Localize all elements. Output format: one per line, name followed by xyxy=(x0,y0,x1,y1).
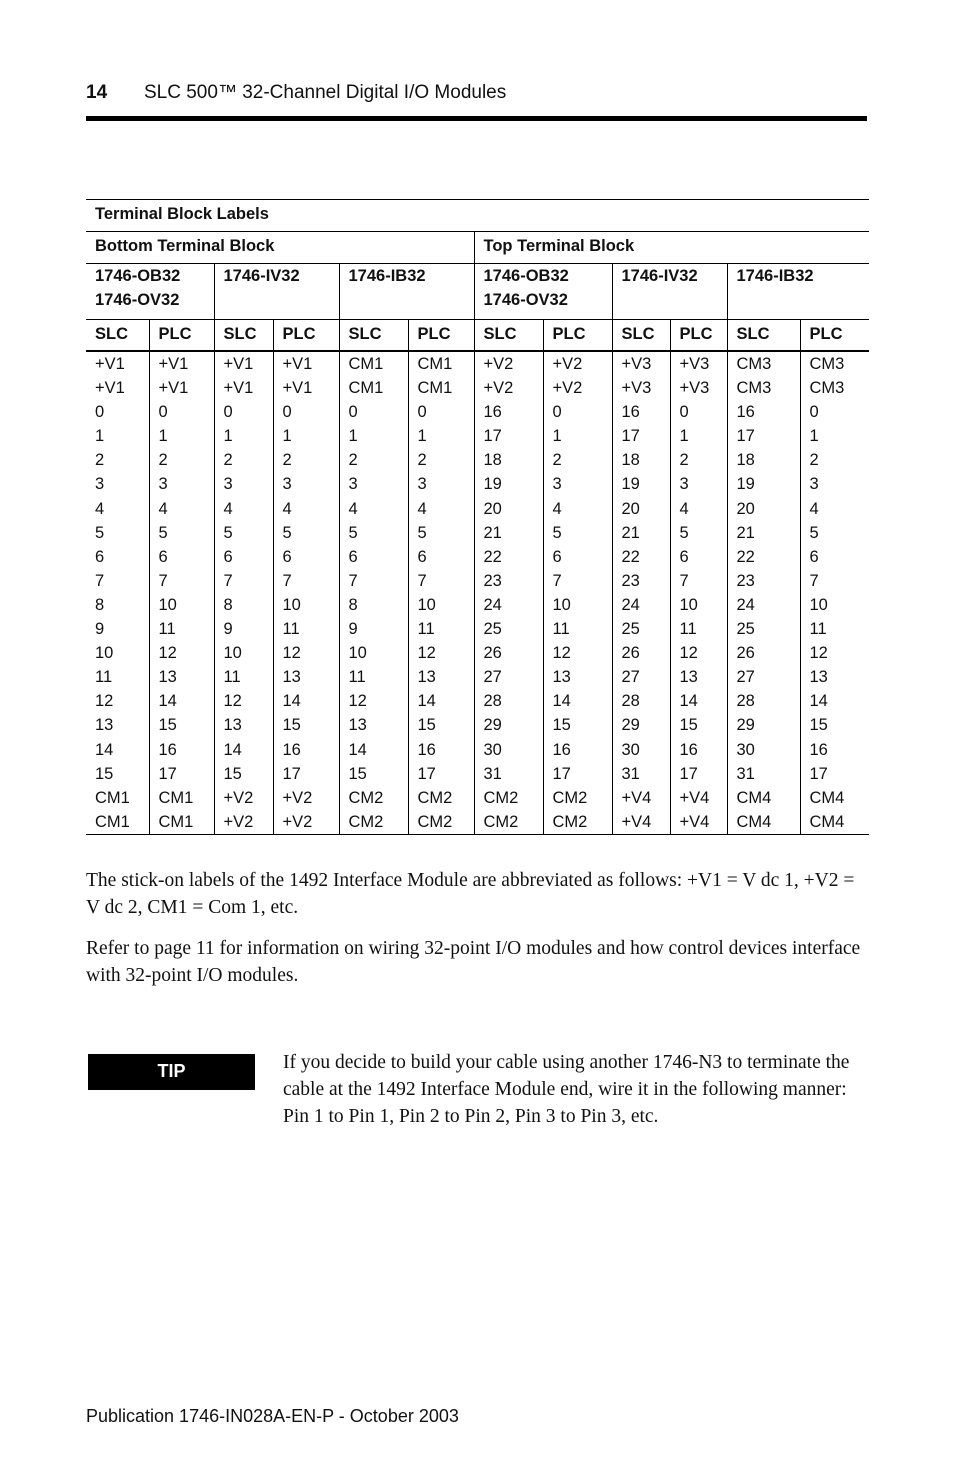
terminal-cell: 7 xyxy=(417,571,427,590)
terminal-column xyxy=(149,351,214,834)
terminal-cell: 2 xyxy=(679,451,689,470)
module-header xyxy=(86,264,214,320)
terminal-cell: 10 xyxy=(223,644,242,663)
terminal-cell: 27 xyxy=(621,668,640,687)
terminal-cell: 25 xyxy=(621,620,640,639)
terminal-cell: 30 xyxy=(483,740,502,759)
terminal-cell: 15 xyxy=(223,764,242,783)
terminal-cell: 18 xyxy=(736,451,755,470)
terminal-cell: 16 xyxy=(158,740,177,759)
terminal-cell: +V3 xyxy=(621,355,652,373)
terminal-cell: +V2 xyxy=(282,812,313,831)
terminal-cell: CM2 xyxy=(552,788,588,807)
terminal-cell: 29 xyxy=(483,716,502,735)
module-name: 1746-OB32 xyxy=(483,267,569,285)
header-rule xyxy=(86,116,867,121)
terminal-cell: 1 xyxy=(417,427,427,446)
terminal-cell: 0 xyxy=(95,403,105,422)
terminal-cell: 4 xyxy=(158,499,168,518)
terminal-cell: 19 xyxy=(736,475,755,494)
terminal-cell: 13 xyxy=(158,668,177,687)
terminal-cell: 16 xyxy=(483,403,502,422)
terminal-cell: 5 xyxy=(282,523,292,542)
terminal-cell: 15 xyxy=(809,716,828,735)
terminal-cell: CM2 xyxy=(483,812,519,831)
terminal-column xyxy=(800,351,869,834)
terminal-cell: +V2 xyxy=(483,355,514,373)
terminal-cell: 18 xyxy=(621,451,640,470)
terminal-cell: 16 xyxy=(417,740,436,759)
terminal-cell: +V1 xyxy=(158,355,189,373)
terminal-cell: 25 xyxy=(483,620,502,639)
terminal-cell: 11 xyxy=(282,620,300,639)
terminal-cell: 14 xyxy=(95,740,114,759)
terminal-cell: 10 xyxy=(158,595,177,614)
terminal-cell: 6 xyxy=(809,547,819,566)
terminal-cell: 31 xyxy=(621,764,640,783)
terminal-cell: 7 xyxy=(679,571,689,590)
terminal-cell: 14 xyxy=(552,692,571,711)
terminal-cell: 4 xyxy=(223,499,233,518)
terminal-cell: CM2 xyxy=(552,812,588,831)
terminal-cell: 15 xyxy=(158,716,177,735)
terminal-cell: CM1 xyxy=(348,355,384,373)
terminal-cell: 1 xyxy=(95,427,105,446)
terminal-cell: 11 xyxy=(348,668,366,687)
terminal-cell: 24 xyxy=(736,595,755,614)
terminal-cell: 13 xyxy=(809,668,828,687)
terminal-cell: 3 xyxy=(348,475,358,494)
terminal-cell: 16 xyxy=(809,740,828,759)
module-header xyxy=(339,264,474,320)
terminal-column xyxy=(727,351,800,834)
terminal-cell: 0 xyxy=(809,403,819,422)
terminal-cell: 10 xyxy=(282,595,301,614)
terminal-cell: 1 xyxy=(809,427,819,446)
terminal-cell: 6 xyxy=(95,547,105,566)
terminal-cell: 15 xyxy=(679,716,698,735)
module-name: 1746-IV32 xyxy=(223,267,300,285)
terminal-cell: 18 xyxy=(483,451,502,470)
terminal-cell: +V1 xyxy=(158,379,189,398)
module-name: 1746-IV32 xyxy=(621,267,698,285)
terminal-cell: CM4 xyxy=(809,788,845,807)
terminal-cell: 22 xyxy=(483,547,502,566)
terminal-cell: 7 xyxy=(223,571,233,590)
terminal-cell: CM3 xyxy=(809,379,845,398)
terminal-cell: +V2 xyxy=(223,812,254,831)
terminal-cell: 11 xyxy=(679,620,697,639)
terminal-cell: 11 xyxy=(417,620,435,639)
refer-paragraph: Refer to page 11 for information on wiring 32-point I/O modules and how control devices interface with 32-point I/O modules. xyxy=(86,938,861,986)
terminal-cell: CM3 xyxy=(736,355,772,373)
terminal-cell: 7 xyxy=(158,571,168,590)
terminal-cell: 13 xyxy=(282,668,301,687)
terminal-cell: 4 xyxy=(809,499,819,518)
terminal-cell: +V3 xyxy=(679,379,710,398)
terminal-cell: 8 xyxy=(348,595,358,614)
slc-header: SLC xyxy=(727,320,800,352)
terminal-cell: CM3 xyxy=(736,379,772,398)
terminal-cell: 21 xyxy=(621,523,640,542)
terminal-cell: 6 xyxy=(348,547,358,566)
terminal-cell: 26 xyxy=(736,644,755,663)
module-name: 1746-IB32 xyxy=(736,267,814,285)
terminal-cell: 13 xyxy=(679,668,698,687)
terminal-cell: 7 xyxy=(348,571,358,590)
terminal-cell: CM1 xyxy=(95,812,130,831)
terminal-column xyxy=(474,351,543,834)
terminal-cell: 1 xyxy=(158,427,168,446)
terminal-cell: 22 xyxy=(736,547,755,566)
terminal-cell: 1 xyxy=(552,427,562,446)
terminal-cell: 9 xyxy=(348,620,358,639)
terminal-cell: 5 xyxy=(679,523,689,542)
terminal-cell: 4 xyxy=(417,499,427,518)
terminal-cell: 15 xyxy=(282,716,301,735)
terminal-cell: +V1 xyxy=(95,379,125,398)
terminal-cell: 11 xyxy=(158,620,176,639)
terminal-cell: 1 xyxy=(348,427,358,446)
terminal-cell: +V1 xyxy=(223,355,254,373)
terminal-cell: 13 xyxy=(552,668,571,687)
terminal-cell: 30 xyxy=(736,740,755,759)
terminal-cell: CM2 xyxy=(483,788,519,807)
terminal-cell: 2 xyxy=(282,451,292,470)
terminal-cell: 4 xyxy=(282,499,292,518)
terminal-cell: 20 xyxy=(483,499,502,518)
terminal-cell: 28 xyxy=(621,692,640,711)
terminal-cell: 9 xyxy=(223,620,233,639)
terminal-cell: 17 xyxy=(809,764,828,783)
terminal-cell: 3 xyxy=(95,475,105,494)
terminal-cell: 23 xyxy=(483,571,502,590)
slc-header: SLC xyxy=(474,320,543,352)
terminal-cell: 10 xyxy=(348,644,367,663)
terminal-cell: +V4 xyxy=(621,788,652,807)
tip-label: TIP xyxy=(88,1054,255,1090)
running-header-title: SLC 500™ 32-Channel Digital I/O Modules xyxy=(144,82,507,103)
terminal-cell: 12 xyxy=(95,692,114,711)
terminal-cell: 15 xyxy=(348,764,367,783)
terminal-cell: 15 xyxy=(552,716,571,735)
terminal-cell: CM2 xyxy=(348,812,384,831)
terminal-cell: +V3 xyxy=(679,355,710,373)
plc-header: PLC xyxy=(408,320,474,352)
terminal-cell: 5 xyxy=(95,523,105,542)
terminal-cell: 14 xyxy=(223,740,242,759)
terminal-cell: 5 xyxy=(223,523,233,542)
terminal-cell: CM1 xyxy=(417,355,453,373)
terminal-cell: 2 xyxy=(348,451,358,470)
terminal-cell: 7 xyxy=(552,571,562,590)
bottom-terminal-block-header: Bottom Terminal Block xyxy=(86,232,474,264)
terminal-cell: 25 xyxy=(736,620,755,639)
terminal-cell: 2 xyxy=(552,451,562,470)
terminal-cell: 5 xyxy=(809,523,819,542)
terminal-cell: +V1 xyxy=(282,379,313,398)
terminal-cell: 17 xyxy=(679,764,698,783)
plc-header: PLC xyxy=(543,320,612,352)
terminal-cell: 30 xyxy=(621,740,640,759)
terminal-cell: 23 xyxy=(621,571,640,590)
terminal-cell: 8 xyxy=(223,595,233,614)
terminal-cell: 3 xyxy=(417,475,427,494)
terminal-cell: 0 xyxy=(223,403,233,422)
terminal-cell: 17 xyxy=(282,764,301,783)
terminal-cell: CM1 xyxy=(348,379,384,398)
terminal-cell: 17 xyxy=(552,764,571,783)
terminal-cell: 3 xyxy=(679,475,689,494)
terminal-cell: 5 xyxy=(348,523,358,542)
terminal-cell: 2 xyxy=(417,451,427,470)
terminal-cell: 21 xyxy=(483,523,502,542)
terminal-cell: 6 xyxy=(552,547,562,566)
terminal-cell: 0 xyxy=(282,403,292,422)
terminal-cell: 6 xyxy=(158,547,168,566)
module-name: 1746-IB32 xyxy=(348,267,426,285)
terminal-cell: 13 xyxy=(348,716,367,735)
module-header xyxy=(727,264,869,320)
terminal-cell: 0 xyxy=(158,403,168,422)
terminal-cell: +V2 xyxy=(552,379,583,398)
terminal-cell: 5 xyxy=(417,523,427,542)
terminal-cell: 6 xyxy=(223,547,233,566)
terminal-cell: 10 xyxy=(552,595,571,614)
terminal-cell: 1 xyxy=(282,427,292,446)
terminal-cell: 13 xyxy=(95,716,114,735)
page-number: 14 xyxy=(86,82,108,103)
terminal-cell: 17 xyxy=(621,427,640,446)
terminal-cell: CM1 xyxy=(417,379,453,398)
terminal-column xyxy=(214,351,273,834)
terminal-cell: 20 xyxy=(736,499,755,518)
terminal-cell: CM4 xyxy=(736,788,772,807)
terminal-cell: CM1 xyxy=(158,788,194,807)
terminal-cell: +V1 xyxy=(282,355,313,373)
terminal-cell: 6 xyxy=(417,547,427,566)
terminal-cell: 9 xyxy=(95,620,105,639)
terminal-cell: 0 xyxy=(348,403,358,422)
terminal-column xyxy=(543,351,612,834)
terminal-cell: 28 xyxy=(736,692,755,711)
terminal-cell: 29 xyxy=(621,716,640,735)
terminal-cell: 10 xyxy=(679,595,698,614)
terminal-cell: 10 xyxy=(95,644,114,663)
terminal-cell: 0 xyxy=(679,403,689,422)
terminal-cell: 1 xyxy=(679,427,689,446)
terminal-cell: 4 xyxy=(679,499,689,518)
terminal-cell: CM4 xyxy=(809,812,845,831)
terminal-cell: 12 xyxy=(282,644,301,663)
terminal-cell: 5 xyxy=(158,523,168,542)
terminal-cell: 0 xyxy=(417,403,427,422)
terminal-cell: 14 xyxy=(417,692,436,711)
terminal-column xyxy=(612,351,670,834)
terminal-cell: +V2 xyxy=(552,355,583,373)
terminal-cell: 17 xyxy=(736,427,755,446)
table-title: Terminal Block Labels xyxy=(86,200,869,232)
terminal-cell: 1 xyxy=(223,427,233,446)
terminal-cell: 23 xyxy=(736,571,755,590)
terminal-cell: CM2 xyxy=(417,788,453,807)
terminal-cell: +V2 xyxy=(282,788,313,807)
terminal-cell: CM2 xyxy=(348,788,384,807)
slc-header: SLC xyxy=(339,320,408,352)
terminal-cell: 22 xyxy=(621,547,640,566)
terminal-cell: 26 xyxy=(621,644,640,663)
terminal-cell: 5 xyxy=(552,523,562,542)
terminal-cell: 16 xyxy=(282,740,301,759)
terminal-cell: 19 xyxy=(483,475,502,494)
terminal-cell: 27 xyxy=(736,668,755,687)
terminal-cell: 24 xyxy=(483,595,502,614)
terminal-cell: +V2 xyxy=(223,788,254,807)
terminal-cell: 12 xyxy=(348,692,367,711)
terminal-cell: 0 xyxy=(552,403,562,422)
terminal-cell: 12 xyxy=(417,644,436,663)
terminal-cell: 11 xyxy=(552,620,570,639)
terminal-cell: 17 xyxy=(483,427,502,446)
terminal-cell: +V1 xyxy=(95,355,125,373)
terminal-cell: 11 xyxy=(809,620,827,639)
terminal-cell: 16 xyxy=(736,403,755,422)
terminal-cell: 7 xyxy=(95,571,105,590)
terminal-column xyxy=(86,351,149,834)
terminal-cell: 17 xyxy=(417,764,436,783)
terminal-cell: 31 xyxy=(483,764,502,783)
terminal-cell: +V4 xyxy=(621,812,652,831)
terminal-cell: 12 xyxy=(223,692,242,711)
slc-header: SLC xyxy=(86,320,149,352)
terminal-cell: 12 xyxy=(679,644,698,663)
terminal-cell: 3 xyxy=(809,475,819,494)
terminal-cell: 12 xyxy=(809,644,828,663)
terminal-cell: 26 xyxy=(483,644,502,663)
terminal-cell: 15 xyxy=(95,764,114,783)
terminal-cell: 6 xyxy=(679,547,689,566)
terminal-cell: 13 xyxy=(417,668,436,687)
terminal-cell: 17 xyxy=(158,764,177,783)
terminal-column xyxy=(273,351,339,834)
terminal-column xyxy=(408,351,474,834)
terminal-cell: 3 xyxy=(223,475,233,494)
terminal-cell: 4 xyxy=(348,499,358,518)
terminal-cell: 29 xyxy=(736,716,755,735)
terminal-cell: 2 xyxy=(95,451,105,470)
terminal-cell: 7 xyxy=(282,571,292,590)
terminal-cell: 2 xyxy=(809,451,819,470)
terminal-cell: +V1 xyxy=(223,379,254,398)
terminal-cell: +V3 xyxy=(621,379,652,398)
terminal-cell: +V2 xyxy=(483,379,514,398)
terminal-cell: 20 xyxy=(621,499,640,518)
terminal-column xyxy=(339,351,408,834)
terminal-cell: 14 xyxy=(679,692,698,711)
module-header xyxy=(474,264,612,320)
terminal-cell: 14 xyxy=(348,740,367,759)
terminal-cell: 4 xyxy=(95,499,105,518)
terminal-cell: 7 xyxy=(809,571,819,590)
terminal-cell: 2 xyxy=(223,451,233,470)
terminal-cell: 14 xyxy=(282,692,301,711)
module-header xyxy=(612,264,727,320)
terminal-cell: 8 xyxy=(95,595,105,614)
terminal-cell: 10 xyxy=(417,595,436,614)
terminal-cell: 3 xyxy=(158,475,168,494)
terminal-cell: 14 xyxy=(158,692,177,711)
terminal-cell: 16 xyxy=(679,740,698,759)
plc-header: PLC xyxy=(800,320,869,352)
terminal-cell: 13 xyxy=(223,716,242,735)
terminal-cell: 27 xyxy=(483,668,502,687)
top-terminal-block-header: Top Terminal Block xyxy=(474,232,869,264)
footer-publication: Publication 1746-IN028A-EN-P - October 2003 xyxy=(86,1406,459,1426)
module-header xyxy=(214,264,339,320)
terminal-cell: 31 xyxy=(736,764,755,783)
plc-header: PLC xyxy=(670,320,727,352)
terminal-cell: CM1 xyxy=(158,812,194,831)
slc-header: SLC xyxy=(612,320,670,352)
terminal-cell: 12 xyxy=(552,644,571,663)
module-name: 1746-OV32 xyxy=(95,291,180,309)
stick-on-labels-paragraph: The stick-on labels of the 1492 Interface Module are abbreviated as follows: +V1 = V dc 1, +V2 = V dc 2, CM1 = Com 1, etc. xyxy=(86,870,855,918)
terminal-cell: 2 xyxy=(158,451,168,470)
plc-header: PLC xyxy=(149,320,214,352)
terminal-cell: 16 xyxy=(552,740,571,759)
terminal-cell: 28 xyxy=(483,692,502,711)
slc-header: SLC xyxy=(214,320,273,352)
terminal-cell: 21 xyxy=(736,523,755,542)
terminal-column xyxy=(670,351,727,834)
terminal-cell: 4 xyxy=(552,499,562,518)
terminal-cell: CM3 xyxy=(809,355,845,373)
terminal-block-labels-table xyxy=(86,199,869,835)
module-name: 1746-OB32 xyxy=(95,267,181,285)
module-name: 1746-OV32 xyxy=(483,291,568,309)
terminal-cell: 10 xyxy=(809,595,828,614)
terminal-cell: 15 xyxy=(417,716,436,735)
terminal-cell: 12 xyxy=(158,644,177,663)
terminal-cell: CM1 xyxy=(95,788,130,807)
terminal-cell: 6 xyxy=(282,547,292,566)
terminal-cell: 24 xyxy=(621,595,640,614)
terminal-cell: 14 xyxy=(809,692,828,711)
plc-header: PLC xyxy=(273,320,339,352)
terminal-cell: 3 xyxy=(552,475,562,494)
terminal-cell: 16 xyxy=(621,403,640,422)
tip-text: If you decide to build your cable using another 1746-N3 to terminate the cable at the 1492 Interface Module end, wire it in the following manner: Pin 1 to Pin 1, Pin 2 to Pin 2, Pin 3 to Pin 3, etc. xyxy=(283,1052,850,1127)
terminal-cell: 11 xyxy=(95,668,113,687)
terminal-cell: CM2 xyxy=(417,812,453,831)
terminal-cell: CM4 xyxy=(736,812,772,831)
terminal-cell: +V4 xyxy=(679,788,710,807)
terminal-cell: 19 xyxy=(621,475,640,494)
terminal-cell: 3 xyxy=(282,475,292,494)
terminal-cell: +V4 xyxy=(679,812,710,831)
terminal-cell: 11 xyxy=(223,668,241,687)
table-row xyxy=(86,351,869,834)
